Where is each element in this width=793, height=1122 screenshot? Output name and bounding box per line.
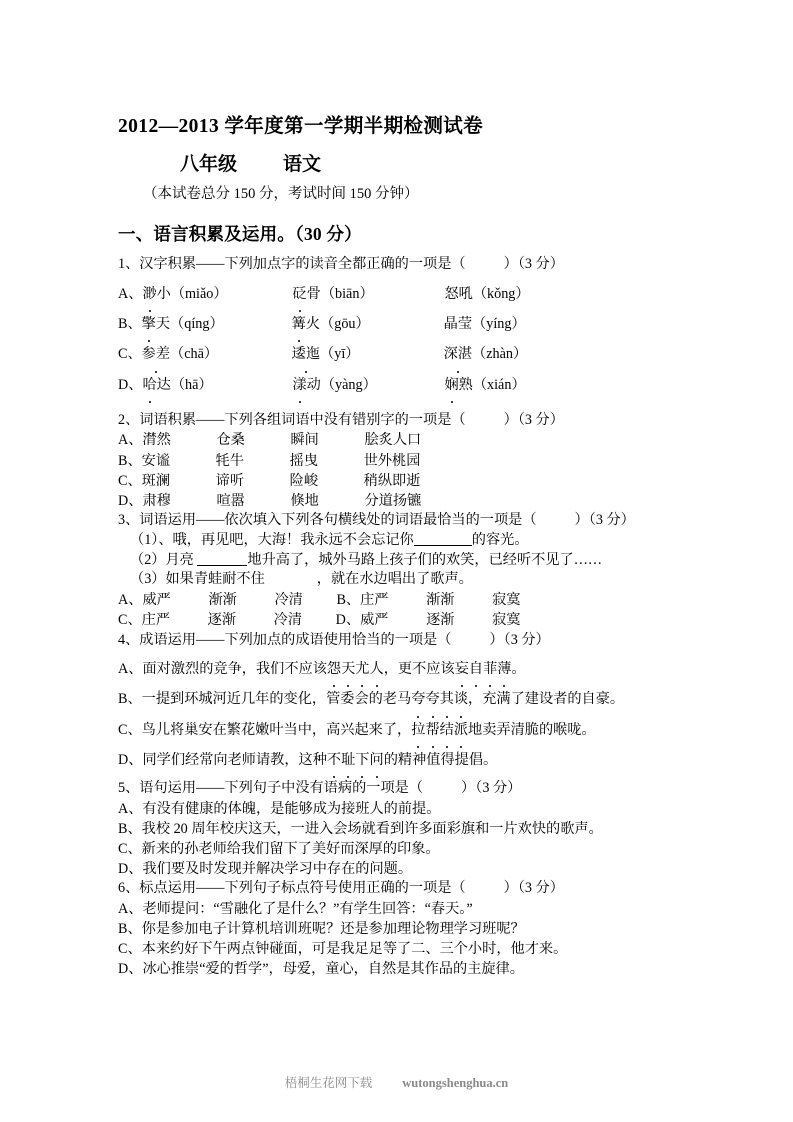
option-label: B、 — [118, 691, 142, 708]
option-label: B、 — [118, 452, 142, 469]
option-word: 瞬间 — [290, 432, 319, 449]
option-word: 摇曳 — [289, 452, 319, 469]
option-label: D、 — [118, 492, 143, 509]
option-text: 本来约好下午两点钟碰面，可是我足足等了二、三个小时，他才来。 — [141, 941, 568, 958]
option-text: 晶莹 — [443, 316, 473, 333]
subitem-text: （3）如果青蛙耐不住 — [130, 571, 265, 588]
dotted-char: 逶迤 — [292, 339, 320, 369]
option-word: 寂寞 — [492, 592, 521, 609]
option-label: B、 — [118, 820, 142, 837]
option-word: 倏地 — [290, 492, 319, 509]
option-word: 逐渐 — [426, 612, 455, 629]
option-word: 险峻 — [289, 472, 319, 489]
subitem-text: （1）、哦，再见吧，大海！我永远不会忘记你 — [130, 531, 414, 548]
option-text: 熟（xián） — [458, 376, 526, 393]
option-text: 我们要及时发现并解决学习中存在的问题。 — [142, 861, 413, 878]
question-6-option-c — [118, 939, 696, 959]
option-text: 怒吼 — [444, 285, 473, 302]
option-word: 仓桑 — [216, 432, 245, 449]
question-3-stem-suffix: ）（3 分） — [574, 512, 635, 529]
option-word: 逐渐 — [207, 612, 237, 629]
option-text: 达（hā） — [156, 376, 213, 393]
question-1-option-d — [118, 370, 696, 400]
option-label: C、 — [118, 346, 142, 363]
question-6-option-b — [118, 919, 696, 939]
option-label: D、 — [335, 612, 361, 629]
document-body — [118, 112, 696, 980]
dotted-char: 渺 — [142, 279, 156, 309]
question-3-stem — [118, 511, 696, 531]
option-text: 有没有健康的体魄，是能够成为接班人的前提。 — [142, 800, 441, 817]
answer-blank[interactable] — [197, 565, 247, 566]
subject-label: 语文 — [283, 154, 322, 176]
option-word: 斑澜 — [141, 472, 171, 489]
option-text: （zhàn） — [472, 346, 528, 363]
question-4-option-d — [118, 745, 696, 775]
question-3-subitem-3 — [118, 570, 696, 590]
option-word: 威严 — [360, 612, 389, 629]
question-5-stem-prefix: 5、语句运用——下列句子中没有语病的一项是（ — [118, 780, 424, 797]
option-word: 分道扬镳 — [364, 492, 422, 509]
question-6-option-d — [118, 959, 696, 979]
option-text: 。 — [511, 661, 526, 678]
option-text: 冰心推崇“爱的哲学”，母爱，童心，自然是其作品的主旋律。 — [142, 961, 524, 978]
option-word: 谛听 — [215, 472, 245, 489]
option-word: 肃穆 — [142, 492, 171, 509]
option-label: D、 — [118, 376, 143, 393]
option-label: D、 — [118, 961, 143, 978]
question-6-stem-prefix: 6、标点运用——下列句子标点符号使用正确的一项是（ — [118, 880, 466, 897]
option-text: 地卖弄清脆的喉咙。 — [468, 721, 596, 738]
option-word: 冷清 — [274, 592, 303, 609]
subitem-text: 地升高了，城外马路上孩子们的欢笑，已经听不见了…… — [247, 551, 603, 568]
option-text: 我校 20 周年校庆这天，一进入会场就看到许多面彩旗和一片欢快的歌声。 — [141, 820, 603, 837]
question-5-option-a — [118, 799, 696, 819]
option-word: 庄严 — [141, 612, 171, 629]
option-label: C、 — [118, 721, 142, 738]
option-text: 鸟儿将巢安在繁花嫩叶当中，高兴起来了， — [141, 721, 412, 738]
exam-info-note: （本试卷总分 150 分，考试时间 150 分钟） — [143, 186, 419, 203]
question-6-option-a — [118, 899, 696, 919]
option-label: A、 — [118, 432, 143, 449]
question-5-option-d — [118, 859, 696, 879]
option-text: 新来的孙老师给我们留下了美好而深厚的印象。 — [141, 841, 440, 858]
option-text: （yī） — [320, 346, 360, 363]
question-3-stem-prefix: 3、词语运用——依次填入下列各句横线处的词语最恰当的一项是（ — [118, 512, 537, 529]
option-text: （kǒng） — [472, 285, 530, 302]
question-6-stem — [118, 879, 696, 899]
question-3-subitem-1 — [118, 531, 696, 551]
option-label: D、 — [118, 751, 143, 768]
option-word: 稍纵即逝 — [363, 472, 421, 489]
option-text: 火（gōu） — [305, 316, 370, 333]
question-3-option-row-ab — [118, 590, 696, 610]
option-text: 骨（biān） — [306, 285, 374, 302]
dotted-idiom: 拉帮结派 — [411, 722, 468, 738]
option-word: 脍炙人口 — [364, 432, 422, 449]
option-word: 庄严 — [360, 592, 389, 609]
question-2-stem-prefix: 2、词语积累——下列各组词语中没有错别字的一项是（ — [118, 411, 466, 428]
option-text: 一提到环城河近几年的变化，管委会的老马 — [141, 691, 412, 708]
option-label: C、 — [118, 472, 142, 489]
subitem-text: （2）月亮 — [130, 551, 198, 568]
dotted-char: 篝 — [292, 309, 306, 339]
option-text: 你是参加电子计算机培训班呢？还是参加理论物理学习班呢？ — [141, 921, 525, 938]
question-2-option-c — [118, 471, 696, 491]
question-5-stem — [118, 779, 696, 799]
dotted-idiom: 怨天尤人 — [327, 661, 384, 677]
footer-watermark — [0, 1073, 793, 1091]
option-text: （chā） — [170, 346, 219, 363]
section-one-heading: 一、语言积累及运用。（30 分） — [118, 224, 362, 245]
option-label: A、 — [118, 901, 143, 917]
question-2-option-d — [118, 491, 696, 511]
option-word: 渐渐 — [426, 592, 455, 609]
footer-site-url: wutongshenghua.cn — [402, 1076, 509, 1090]
dotted-char: 参差 — [142, 339, 170, 369]
question-3-option-row-cd — [118, 610, 696, 630]
option-word: 喧嚣 — [216, 492, 245, 509]
subitem-text: 的容光。 — [471, 531, 529, 548]
question-1-option-b — [118, 309, 696, 339]
question-4-stem-prefix: 4、成语运用——下列加点的成语使用恰当的一项是（ — [118, 631, 452, 648]
question-1-stem — [118, 255, 696, 275]
option-word: 寂寞 — [492, 612, 521, 629]
question-3-subitem-2 — [118, 551, 696, 571]
option-label: C、 — [118, 612, 142, 629]
option-text: （yíng） — [472, 316, 526, 333]
question-5-stem-suffix: ）（3 分） — [461, 780, 522, 797]
option-text: 老师提问：“雪融化了是什么？”有学生回答：“春天。” — [142, 901, 473, 917]
question-2-stem — [118, 411, 696, 431]
question-2-stem-suffix: ）（3 分） — [503, 411, 564, 428]
option-text: 小（miǎo） — [156, 285, 228, 302]
option-label: A、 — [118, 800, 143, 817]
option-text: 天（qíng） — [155, 316, 224, 333]
question-4-option-b — [118, 684, 696, 714]
dotted-char: 漾 — [292, 370, 306, 400]
dotted-char: 擎 — [142, 309, 156, 339]
question-2-option-b — [118, 451, 696, 471]
question-5-option-b — [118, 819, 696, 839]
dotted-char: 砭 — [292, 279, 306, 309]
dotted-idiom: 妄自菲薄 — [455, 661, 512, 677]
option-text: 同学们经常向老师请教，这种 — [142, 751, 327, 768]
question-1-option-c — [118, 339, 696, 369]
question-1-stem-prefix: 1、汉字积累——下列加点字的读音全都正确的一项是（ — [118, 256, 466, 273]
option-text: 的精神值得提倡。 — [383, 751, 498, 768]
option-label: B、 — [118, 921, 142, 938]
question-4-option-a — [118, 654, 696, 684]
question-5-option-c — [118, 839, 696, 859]
option-label: A、 — [118, 592, 143, 609]
dotted-char: 娴 — [444, 370, 458, 400]
option-label: A、 — [118, 285, 143, 302]
question-4-stem-suffix: ）（3 分） — [489, 631, 550, 648]
question-2-option-a — [118, 430, 696, 450]
question-6-stem-suffix: ）（3 分） — [503, 880, 564, 897]
option-text: 面对激烈的竞争，我们不应该 — [142, 661, 327, 678]
option-label: C、 — [118, 941, 142, 958]
page-title: 2012—2013 学年度第一学期半期检测试卷 — [118, 116, 484, 137]
option-word: 冷清 — [273, 612, 303, 629]
option-word: 渐渐 — [208, 592, 237, 609]
option-label: D、 — [118, 861, 143, 878]
option-text: ，更不应该 — [383, 661, 455, 678]
option-label: B、 — [336, 592, 361, 609]
option-label: C、 — [118, 841, 142, 858]
option-text: 动（yàng） — [306, 376, 377, 393]
dotted-char: 深湛 — [444, 339, 472, 369]
question-1-stem-suffix: ）（3 分） — [503, 256, 564, 273]
option-word: 牦牛 — [215, 452, 245, 469]
option-word: 潸然 — [142, 432, 171, 449]
dotted-char: 哈 — [142, 370, 156, 400]
option-text: ，充满了建设者的自豪。 — [468, 691, 625, 708]
grade-label: 八年级 — [180, 154, 238, 176]
question-4-stem — [118, 631, 696, 651]
subitem-text: ，就在水边唱出了歌声。 — [316, 571, 473, 588]
footer-source-label: 梧桐生花网下载 — [284, 1076, 373, 1090]
option-word: 威严 — [142, 592, 171, 609]
answer-blank[interactable] — [414, 545, 472, 546]
option-word: 世外桃园 — [363, 452, 421, 469]
option-label: A、 — [118, 661, 143, 678]
question-1-option-a — [118, 279, 696, 309]
dotted-idiom: 夸夸其谈 — [411, 691, 468, 707]
dotted-idiom: 不耻下问 — [327, 752, 384, 768]
question-4-option-c — [118, 715, 696, 745]
grade-subject-line — [118, 149, 696, 176]
option-word: 安谧 — [141, 452, 171, 469]
option-label: B、 — [118, 316, 142, 333]
